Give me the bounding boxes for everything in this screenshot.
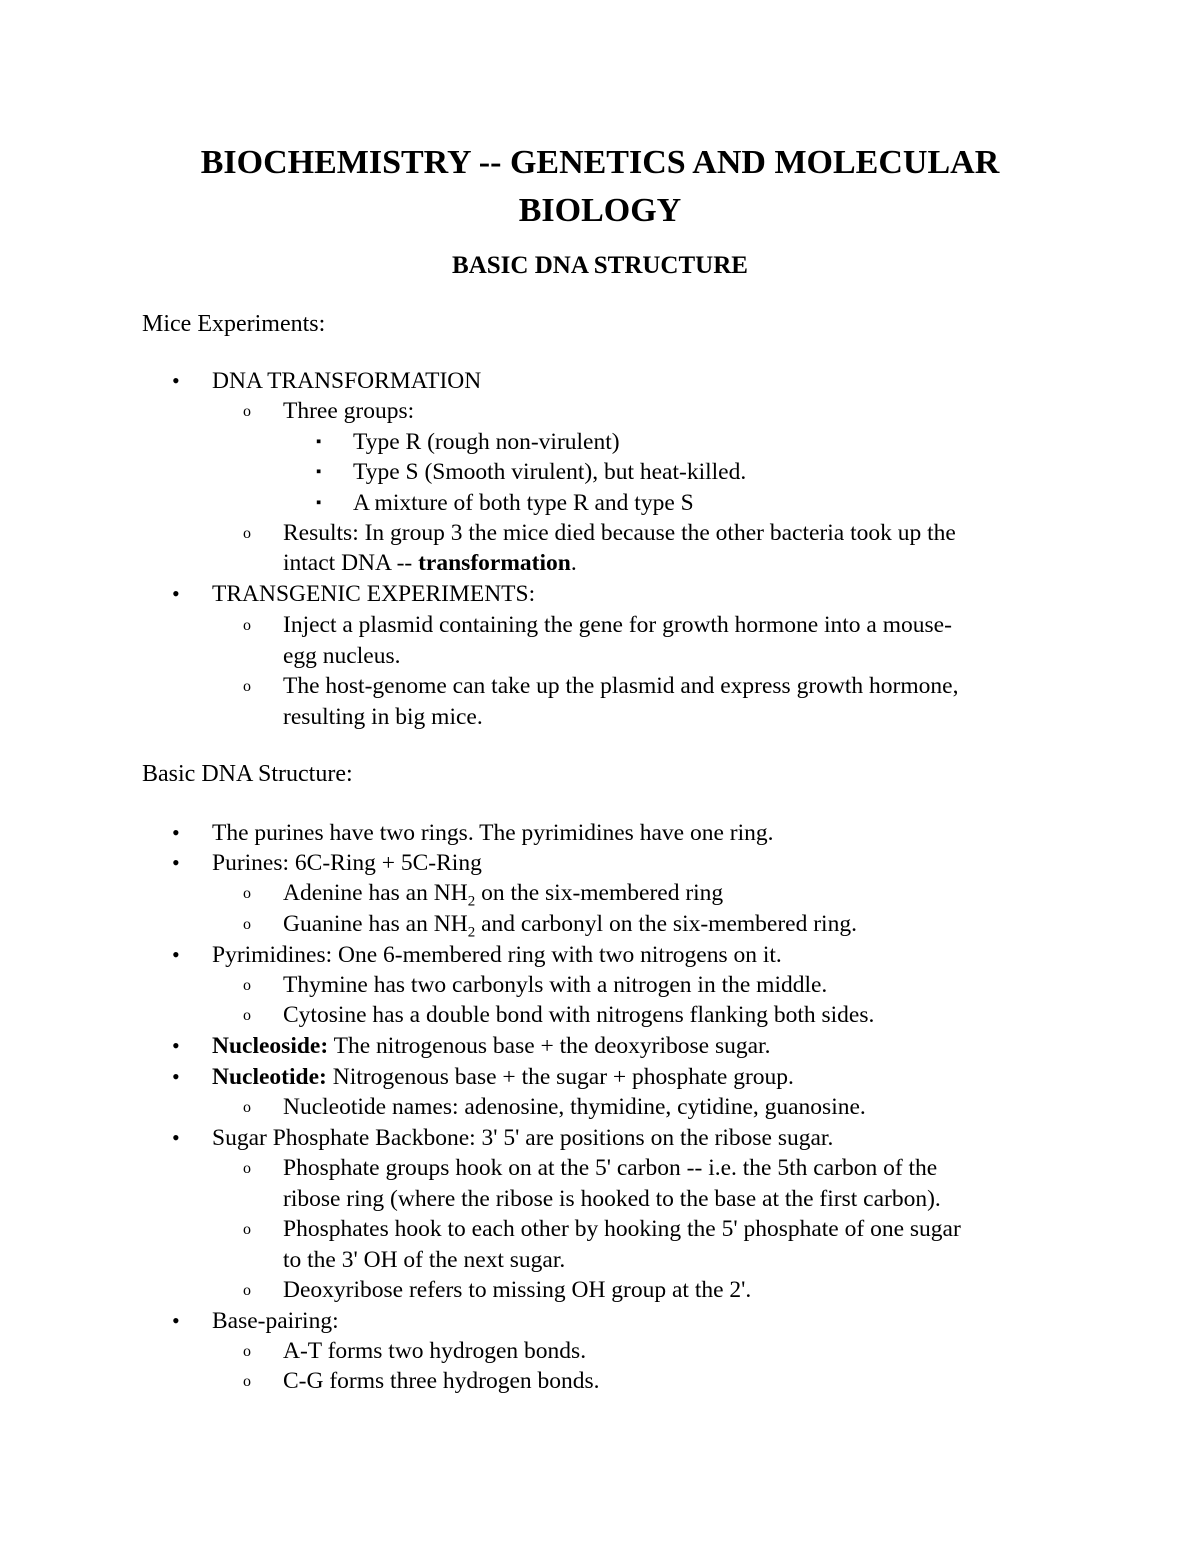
list-item-phosphate-groups-line-2: ribose ring (where the ribose is hooked to the base at the first carbon). bbox=[283, 1186, 941, 1212]
list-item-type-s: Type S (Smooth virulent), but heat-killed. bbox=[353, 459, 747, 485]
sub-bullet-marker: o bbox=[243, 1160, 251, 1177]
subscript-2: 2 bbox=[467, 924, 476, 941]
list-item-type-r: Type R (rough non-virulent) bbox=[353, 429, 620, 455]
sub-bullet-marker: o bbox=[243, 1343, 251, 1360]
list-item-deoxyribose: Deoxyribose refers to missing OH group at the 2'. bbox=[283, 1277, 752, 1303]
list-item-host-genome-line-2: resulting in big mice. bbox=[283, 704, 483, 730]
list-item-purines-rings: The purines have two rings. The pyrimidines have one ring. bbox=[212, 820, 774, 846]
sub-bullet-marker: o bbox=[243, 403, 251, 420]
square-bullet-marker: ▪ bbox=[316, 434, 322, 450]
list-item-transgenic: TRANSGENIC EXPERIMENTS: bbox=[212, 581, 536, 607]
list-item-results-line-2 bbox=[283, 548, 577, 578]
results-text: intact DNA -- bbox=[283, 550, 419, 576]
nucleoside-term: Nucleoside: bbox=[212, 1033, 329, 1059]
sub-bullet-marker: o bbox=[243, 617, 251, 634]
list-item-results-line-1: Results: In group 3 the mice died because the other bacteria took up the bbox=[283, 520, 956, 546]
square-bullet-marker: ▪ bbox=[316, 495, 322, 511]
nucleotide-definition: Nitrogenous base + the sugar + phosphate group. bbox=[326, 1064, 794, 1090]
document-subtitle: BASIC DNA STRUCTURE bbox=[452, 252, 748, 279]
sub-bullet-marker: o bbox=[243, 678, 251, 695]
bullet-marker: • bbox=[172, 368, 180, 393]
document-title bbox=[100, 139, 1100, 235]
list-item-inject-line-2: egg nucleus. bbox=[283, 643, 401, 669]
list-item-purines: Purines: 6C-Ring + 5C-Ring bbox=[212, 850, 482, 876]
sub-bullet-marker: o bbox=[243, 1007, 251, 1024]
sub-bullet-marker: o bbox=[243, 916, 251, 933]
bullet-marker: • bbox=[172, 820, 180, 845]
sub-bullet-marker: o bbox=[243, 1373, 251, 1390]
bullet-marker: • bbox=[172, 1125, 180, 1150]
list-item-three-groups: Three groups: bbox=[283, 398, 415, 424]
section-heading-mice-experiments: Mice Experiments: bbox=[142, 311, 326, 337]
sub-bullet-marker: o bbox=[243, 1282, 251, 1299]
list-item-sugar-phosphate-backbone: Sugar Phosphate Backbone: 3' 5' are positions on the ribose sugar. bbox=[212, 1125, 834, 1151]
sub-bullet-marker: o bbox=[243, 1221, 251, 1238]
section-heading-basic-dna-structure: Basic DNA Structure: bbox=[142, 761, 353, 787]
nucleoside-definition: The nitrogenous base + the deoxyribose sugar. bbox=[328, 1033, 771, 1059]
title-line-2: BIOLOGY bbox=[518, 192, 682, 229]
list-item-nucleotide bbox=[212, 1062, 794, 1092]
list-item-phosphates-hook-line-1: Phosphates hook to each other by hooking the 5' phosphate of one sugar bbox=[283, 1216, 961, 1242]
nucleotide-term: Nucleotide: bbox=[212, 1064, 327, 1090]
bullet-marker: • bbox=[172, 1308, 180, 1333]
list-item-pyrimidines: Pyrimidines: One 6-membered ring with two nitrogens on it. bbox=[212, 942, 782, 968]
sub-bullet-marker: o bbox=[243, 885, 251, 902]
guanine-text: Guanine has an NH bbox=[283, 911, 468, 937]
list-item-thymine: Thymine has two carbonyls with a nitrogen in the middle. bbox=[283, 972, 828, 998]
list-item-host-genome-line-1: The host-genome can take up the plasmid and express growth hormone, bbox=[283, 673, 959, 699]
sub-bullet-marker: o bbox=[243, 1099, 251, 1116]
title-line-1: BIOCHEMISTRY -- GENETICS AND MOLECULAR bbox=[200, 144, 1000, 181]
transformation-term: transformation bbox=[418, 550, 571, 576]
bullet-marker: • bbox=[172, 850, 180, 875]
sub-bullet-marker: o bbox=[243, 977, 251, 994]
list-item-cg-bonds: C-G forms three hydrogen bonds. bbox=[283, 1368, 600, 1394]
bullet-marker: • bbox=[172, 1033, 180, 1058]
list-item-phosphate-groups-line-1: Phosphate groups hook on at the 5' carbon -- i.e. the 5th carbon of the bbox=[283, 1155, 938, 1181]
list-item-mixture: A mixture of both type R and type S bbox=[353, 490, 694, 516]
bullet-marker: • bbox=[172, 942, 180, 967]
list-item-cytosine: Cytosine has a double bond with nitrogens flanking both sides. bbox=[283, 1002, 875, 1028]
list-item-nucleoside bbox=[212, 1031, 770, 1061]
list-item-phosphates-hook-line-2: to the 3' OH of the next sugar. bbox=[283, 1247, 566, 1273]
list-item-at-bonds: A-T forms two hydrogen bonds. bbox=[283, 1338, 587, 1364]
square-bullet-marker: ▪ bbox=[316, 464, 322, 480]
adenine-text: Adenine has an NH bbox=[283, 880, 468, 906]
list-item-dna-transformation: DNA TRANSFORMATION bbox=[212, 368, 482, 394]
sub-bullet-marker: o bbox=[243, 525, 251, 542]
period-text: . bbox=[570, 550, 577, 576]
list-item-inject-line-1: Inject a plasmid containing the gene for growth hormone into a mouse- bbox=[283, 612, 952, 638]
bullet-marker: • bbox=[172, 1064, 180, 1089]
guanine-text-rest: and carbonyl on the six-membered ring. bbox=[475, 911, 857, 937]
adenine-text-rest: on the six-membered ring bbox=[475, 880, 724, 906]
bullet-marker: • bbox=[172, 581, 180, 606]
list-item-base-pairing: Base-pairing: bbox=[212, 1308, 339, 1334]
subscript-2: 2 bbox=[467, 893, 476, 910]
list-item-nucleotide-names: Nucleotide names: adenosine, thymidine, cytidine, guanosine. bbox=[283, 1094, 866, 1120]
